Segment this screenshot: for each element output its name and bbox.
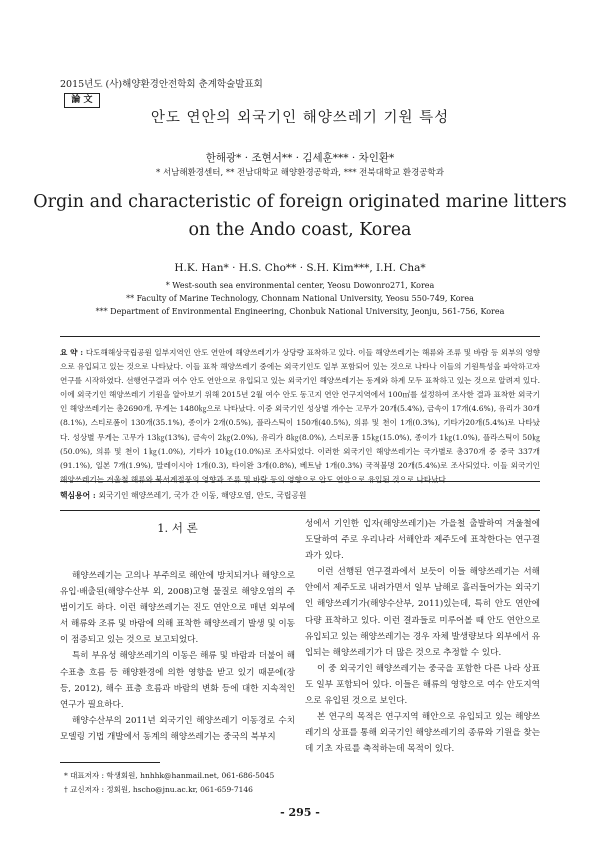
keywords-text: 외국기인 해양쓰레기, 국가 간 이동, 해양오염, 안도, 국립공원 <box>98 491 307 500</box>
abstract-text: 다도해해상국립공원 일부지역인 안도 연안에 해양쓰레기가 상당량 표착하고 있다. 이들 해양쓰레기는 해류와 조류 및 바람 등 외부의 영향으로 유입되고 있는 것으로 나타났다. 이들 표착 해양쓰레기 중에는 외국기인도 일부 포함되어 있는 것으로 나타나 이들의 기원특성을 파악하고자 연구를 시작하였다. 선행연구결과 여수 안도 연안으로 유입되고 있는 외국기인 해양쓰레기는 동계와 하계 모두 표착하고 있는 것으로 알려져 있다. 이에 외국기인 해양쓰레기 기원을 알아보기 위해 2015년 2월 여수 안도 동고지 연안 연구지역에서 100㎡를 설정하여 조사한 결과 표착한 외국기인 해양쓰레기는 총2690개, 무게는 1480㎏으로 나타났다. 이중 외국기인 성상별 개수는 고무가 20개(5.4%), 금속이 17개(4.6%), 유리가 30개(8.1%), 스티로폼이 130개(35.1%), 종이가 2개(0.5%), 플라스틱이 150개(40.5%), 의류 및 천이 1개(0.3%), 기타가20개(5.4%)로 나타났다. 성상별 무게는 고무가 13㎏(13%), 금속이 2㎏(2.0%), 유리가 8㎏(8.0%), 스티로폼 15㎏(15.0%), 종이가 1㎏(1.0%), 플라스틱이 50㎏(50.0%), 의류 및 천이 1㎏(1.0%), 기타가 10㎏(10.0%)로 조사되었다. 이러한 외국기인 해양쓰레기는 국가별로 총370개 중 중국 337개(91.1%), 일본 7개(1.9%), 말레이시아 1개(0.3), 타이완 3개(0.8%), 베트남 1개(0.3%) 국적불명 20개(5.4%)로 조사되었다. 이들 외국기인 해양쓰레기는 겨울철 해류와 북서계절풍의 영향과 조류 및 바람 등의 영향으로 안도 연안으로 유입된 것으로 나타났다. <box>60 348 540 484</box>
korean-authors: 한해광* · 조현서** · 김세훈*** · 차인환* <box>205 152 395 164</box>
english-affiliation-3: *** Department of Environmental Engineering, Chonbuk National University, Jeonju, 561-756, Korea <box>95 307 505 316</box>
english-authors: H.K. Han* · H.S. Cho** · S.H. Kim***, I.H. Cha* <box>174 262 426 274</box>
abstract-top-rule <box>60 336 540 337</box>
article-type-tag: 論 文 <box>64 93 100 108</box>
english-title-line-1: Orgin and characteristic of foreign originated marine litters <box>33 192 567 212</box>
keywords-label: 핵심용어 : <box>60 491 99 500</box>
abstract-bottom-rule <box>60 481 540 482</box>
left-column <box>60 568 295 745</box>
abstract <box>60 346 540 487</box>
left-paragraph-3: 해양수산부의 2011년 외국기인 해양쓰레기 이동경로 수치모델링 기법 개발에서 동계의 해양쓰레기는 중국의 북부지 <box>60 715 295 742</box>
korean-affiliations: * 서남해환경센터, ** 전남대학교 해양환경공학과, *** 전북대학교 환경공학과 <box>156 168 444 178</box>
right-paragraph-1: 성에서 기인한 입자(해양쓰레기)는 가을철 출발하여 겨울철에 도달하여 주로 우리나라 서해안과 제주도에 표착한다는 연구결과가 있다. <box>305 519 540 562</box>
footnote-corresponding-author: * 대표저자 : 학생회원, hnhhk@hanmail.net, 061-686-5045 <box>64 771 275 780</box>
right-paragraph-2: 이런 선행된 연구결과에서 보듯이 이들 해양쓰레기는 서해안에서 제주도로 내려가면서 일부 남해로 흘러들어가는 외국기인 해양쓰레기가(해양수산부, 2011)있는데, 특히 안도 연안에 다량 표착하고 있다. 이런 결과들로 미루어볼 때 안도 연안으로 유입되고 있는 해양쓰레기는 경우 자체 발생량보다 외부에서 유입되는 해양쓰레기가 더 많은 것으로 추정할 수 있다. <box>305 567 540 658</box>
left-paragraph-1: 해양쓰레기는 고의나 부주의로 해안에 방치되거나 해양으로 유입·배출된(해양수산부 외, 2008)고형 물질로 해양오염의 주범이기도 하다. 이런 해양쓰레기는 진도 연안으로 매년 외부에서 해류와 조류 및 바람에 의해 표착한 해양쓰레기 발생 및 이동이 점증되고 있는 것으로 보고되었다. <box>60 571 295 646</box>
english-affiliation-1: * West-south sea environmental center, Yeosu Dowonro271, Korea <box>165 281 435 290</box>
right-paragraph-4: 본 연구의 목적은 연구지역 해안으로 유입되고 있는 해양쓰레기의 상표를 통해 외국기인 해양쓰레기의 종류와 기원을 찾는데 기초 자료를 축적하는데 목적이 있다. <box>305 712 540 755</box>
english-affiliation-2: ** Faculty of Marine Technology, Chonnam National University, Yeosu 550-749, Korea <box>126 294 474 303</box>
keywords <box>60 490 540 501</box>
footnote-contact-author: † 교신저자 : 정회원, hscho@jnu.ac.kr, 061-659-7146 <box>64 785 253 794</box>
keywords-bottom-rule <box>60 510 540 511</box>
left-paragraph-2: 특히 부유성 해양쓰레기의 이동은 해류 및 바람과 더불어 해수표층 흐름 등 해양환경에 의한 영향을 받고 있기 때문에(장 등, 2012), 해수 표층 흐름과 바람의 변화 등에 대한 지속적인 연구가 필요하다. <box>60 651 295 710</box>
abstract-label: 요 약 : <box>60 348 86 357</box>
korean-title: 안도 연안의 외국기인 해양쓰레기 기원 특성 <box>150 110 450 126</box>
english-title-line-2: on the Ando coast, Korea <box>188 220 412 240</box>
right-paragraph-3: 이 중 외국기인 해양쓰레기는 중국을 포함한 다른 나라 상표도 일부 포함되어 있다. 이들은 해류의 영향으로 여수 안도지역으로 유입된 것으로 보인다. <box>305 663 540 707</box>
right-column <box>305 516 540 757</box>
footnote-rule <box>60 762 160 763</box>
page-number: - 295 - <box>280 806 320 819</box>
section-1-heading: 1. 서 론 <box>157 521 198 535</box>
conference-header: 2015년도 (사)해양환경안전학회 춘계학술발표회 <box>60 79 263 90</box>
